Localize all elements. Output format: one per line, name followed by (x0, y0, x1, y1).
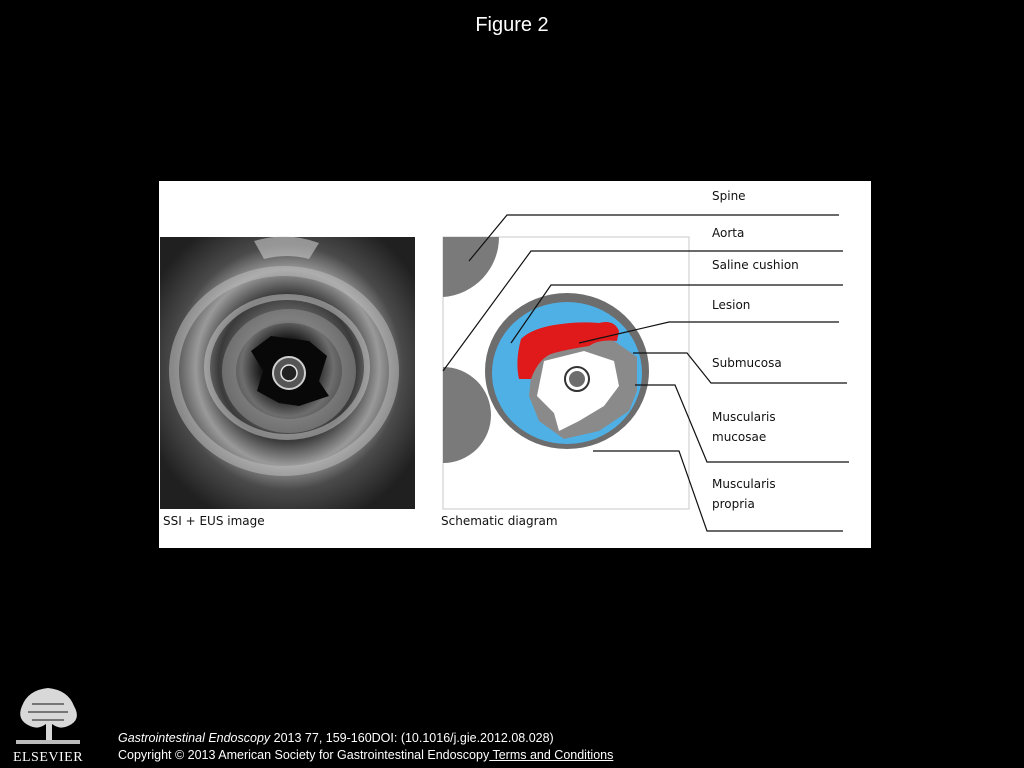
figure-title: Figure 2 (475, 14, 549, 36)
label-saline-cushion: Saline cushion (712, 258, 799, 272)
label-muscularis-mucosae-line2: mucosae (712, 430, 767, 444)
label-muscularis-propria-line2: propria (712, 497, 755, 511)
citation-details: 2013 77, 159-160DOI: (10.1016/j.gie.2012.08.028) (270, 731, 554, 745)
citation-line (118, 730, 613, 747)
label-muscularis-propria-line1: Muscularis (712, 477, 776, 491)
caption-schematic: Schematic diagram (441, 514, 558, 528)
elsevier-wordmark: ELSEVIER (12, 750, 84, 765)
label-aorta: Aorta (712, 226, 745, 240)
figure-panel (159, 181, 871, 548)
ultrasound-image (160, 236, 415, 509)
terms-and-conditions-link[interactable]: Terms and Conditions (489, 748, 614, 762)
copyright-line (118, 747, 613, 764)
copyright-text: Copyright © 2013 American Society for Gastrointestinal Endoscopy (118, 748, 490, 762)
label-lesion: Lesion (712, 298, 751, 312)
label-submucosa: Submucosa (712, 356, 782, 370)
citation-footer (118, 730, 613, 764)
label-muscularis-mucosae-line1: Muscularis (712, 410, 776, 424)
elsevier-logo (8, 680, 88, 766)
journal-name: Gastrointestinal Endoscopy (118, 731, 271, 745)
elsevier-tree-icon (8, 680, 88, 748)
label-spine: Spine (712, 189, 746, 203)
caption-eus-image: SSI + EUS image (163, 514, 265, 528)
